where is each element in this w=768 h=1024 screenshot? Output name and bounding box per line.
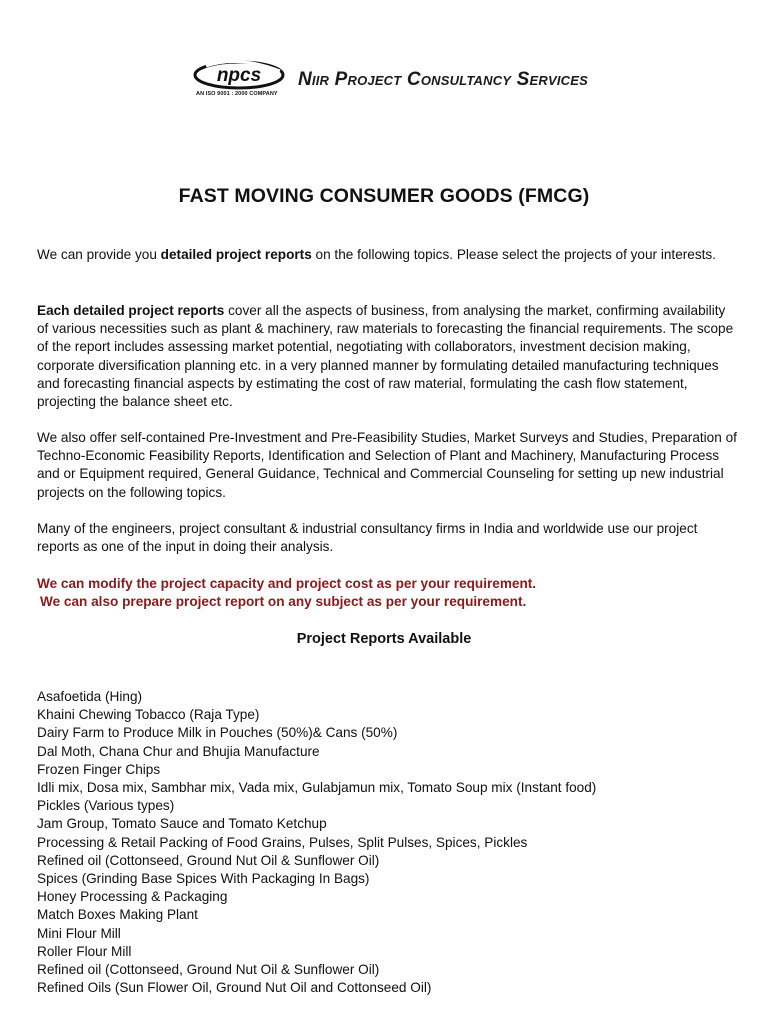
list-item: Asafoetida (Hing) bbox=[37, 689, 143, 704]
highlight-capacity-note: We can modify the project capacity and project cost as per your requirement. bbox=[37, 576, 537, 591]
company-logo bbox=[192, 58, 598, 102]
list-item: Mini Flour Mill bbox=[37, 925, 121, 941]
offer-paragraph: We also offer self-contained Pre-Investment and Pre-Feasibility Studies, Market Surveys and Studies, Preparation of Techno-Economic Feasibility Reports, Identification and Selection of Plant and Machinery, Manufacturing Process and or Equipment required, General Guidance, Technical and Commercial Counseling for setting up new industrial projects on the following topics. bbox=[37, 430, 737, 500]
list-item: Pickles (Various types) bbox=[37, 798, 175, 814]
list-item: Refined Oils (Sun Flower Oil, Ground Nut Oil and Cottonseed Oil) bbox=[37, 980, 432, 996]
highlight-custom-report-note: We can also prepare project report on any subject as per your requirement. bbox=[40, 594, 527, 609]
list-item: Refined oil (Cottonseed, Ground Nut Oil & Sunflower Oil) bbox=[37, 852, 380, 868]
list-item: Refined oil (Cottonseed, Ground Nut Oil & Sunflower Oil) bbox=[37, 962, 380, 978]
scope-paragraph bbox=[37, 302, 737, 411]
intro-text-bold: detailed project reports bbox=[160, 247, 312, 262]
npcs-logo-icon bbox=[192, 59, 286, 93]
npcs-logo-mark bbox=[192, 59, 286, 101]
project-list bbox=[37, 688, 757, 997]
list-item: Frozen Finger Chips bbox=[37, 761, 161, 777]
list-item: Khaini Chewing Tobacco (Raja Type) bbox=[37, 707, 260, 723]
company-name: Niir Project Consultancy Services bbox=[298, 69, 588, 90]
document-title: FAST MOVING CONSUMER GOODS (FMCG) bbox=[178, 185, 590, 207]
list-item: Spices (Grinding Base Spices With Packaging In Bags) bbox=[37, 871, 370, 887]
intro-text-before: We can provide you bbox=[37, 247, 161, 262]
logo-text: npcs bbox=[216, 65, 262, 86]
list-item: Honey Processing & Packaging bbox=[37, 889, 228, 905]
scope-text-after: cover all the aspects of business, from analysing the market, confirming availability of various necessities such as plant & machinery, raw materials to forecasting the financial requirements. The scope of the report includes assessing market potential, negotiating with collaborators, investment decision making, corporate diversification planning etc. in a very planned manner by formulating detailed manufacturing techniques and forecasting financial aspects by estimating the cost of raw material, formulating the cash flow statement, projecting the balance sheet etc. bbox=[37, 303, 734, 410]
section-title: Project Reports Available bbox=[296, 631, 472, 647]
intro-text-after: on the following topics. Please select the projects of your interests. bbox=[311, 247, 716, 262]
list-item: Match Boxes Making Plant bbox=[37, 907, 198, 923]
list-item: Jam Group, Tomato Sauce and Tomato Ketchup bbox=[37, 816, 327, 832]
usage-paragraph: Many of the engineers, project consultant & industrial consultancy firms in India and worldwide use our project reports as one of the input in doing their analysis. bbox=[37, 521, 698, 555]
list-item: Dairy Farm to Produce Milk in Pouches (50%)& Cans (50%) bbox=[37, 725, 398, 741]
intro-paragraph bbox=[37, 246, 737, 264]
iso-label: AN ISO 9001 : 2000 COMPANY bbox=[196, 91, 278, 97]
list-item: Dal Moth, Chana Chur and Bhujia Manufacture bbox=[37, 743, 320, 759]
list-item: Idli mix, Dosa mix, Sambhar mix, Vada mix, Gulabjamun mix, Tomato Soup mix (Instant food) bbox=[37, 780, 597, 796]
scope-text-bold: Each detailed project reports bbox=[37, 303, 225, 318]
list-item: Processing & Retail Packing of Food Grains, Pulses, Split Pulses, Spices, Pickles bbox=[37, 834, 528, 850]
list-item: Roller Flour Mill bbox=[37, 943, 132, 959]
